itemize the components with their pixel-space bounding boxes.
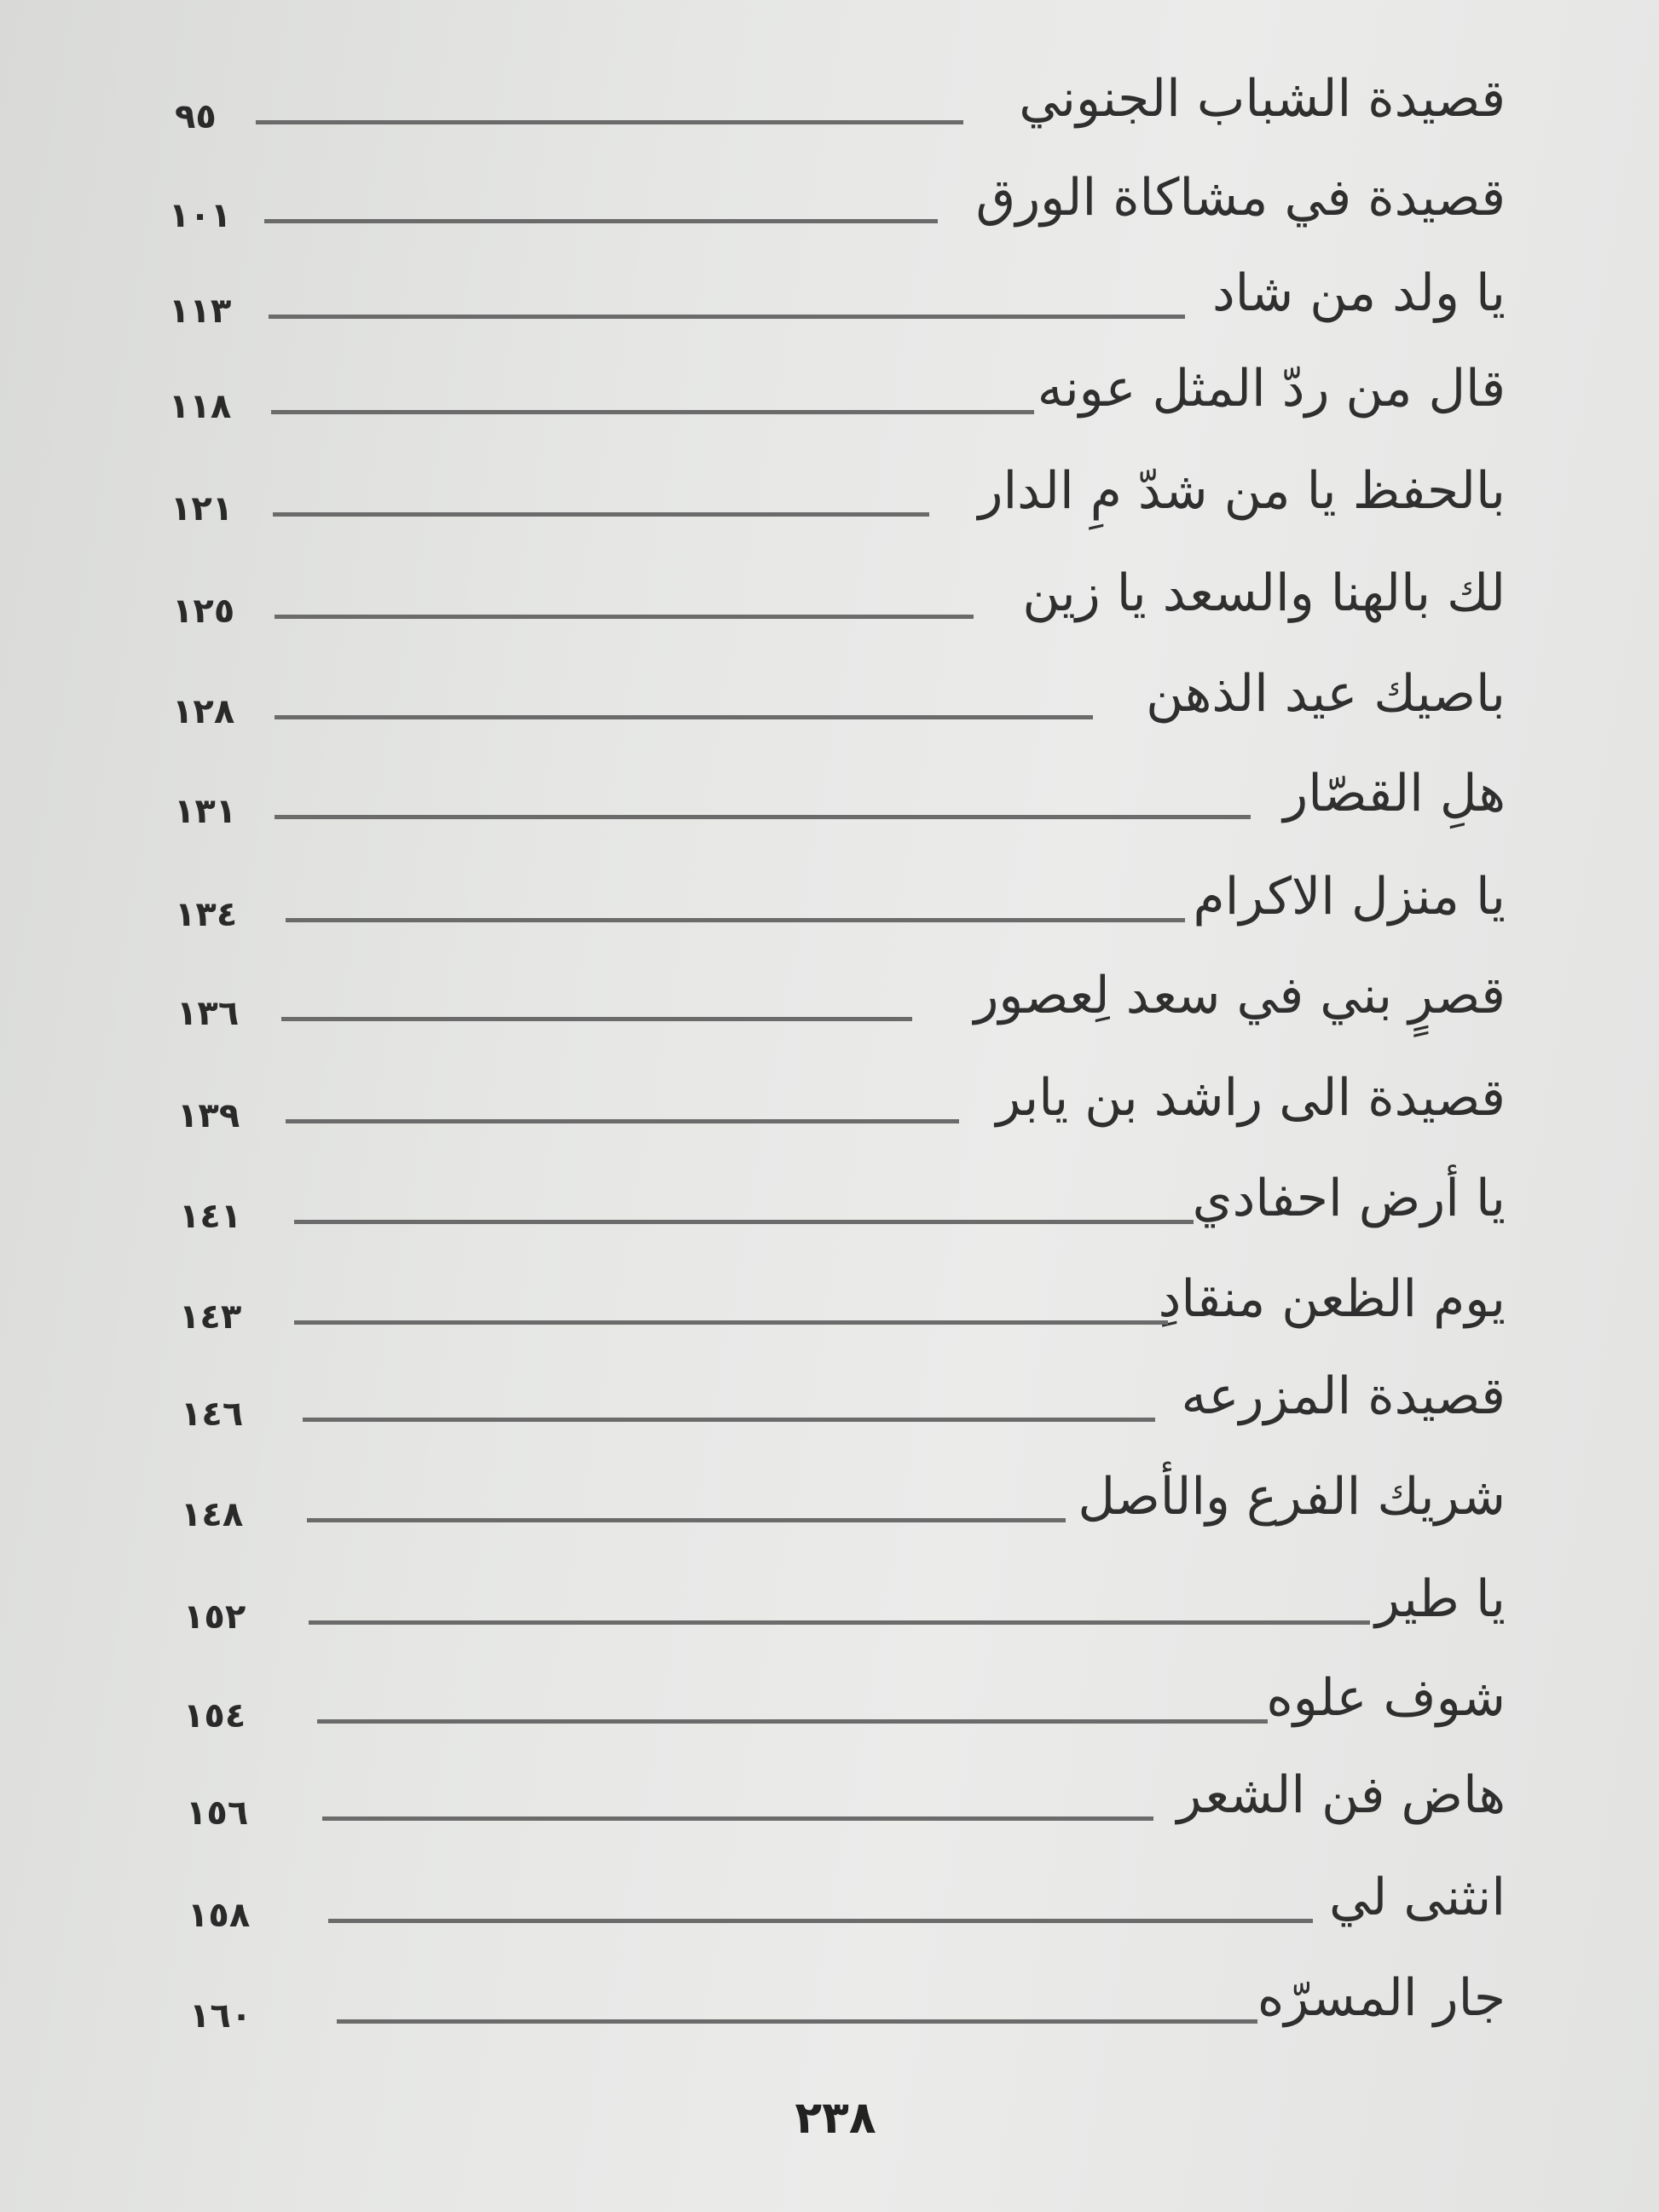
toc-leader-line (294, 1320, 1168, 1325)
toc-entry-title: يا أرض احفادي (1192, 1169, 1506, 1228)
toc-entry-page: ١٢٥ (172, 592, 235, 631)
toc-entry (0, 443, 1659, 537)
toc-entry-page: ١٢١ (171, 489, 234, 528)
toc-entry-title: قصيدة في مشاكاة الورق (975, 168, 1506, 228)
toc-leader-line (269, 315, 1185, 319)
toc-entry (0, 1747, 1659, 1841)
toc-entry (0, 150, 1659, 244)
toc-entry (0, 1151, 1659, 1245)
toc-entry-title: بالحفظ يا من شدّ مِ الدار (978, 461, 1506, 521)
toc-leader-line (307, 1518, 1066, 1522)
toc-entry-page: ١٥٨ (188, 1896, 251, 1935)
toc-entry-title: هلِ القصّار (1283, 764, 1506, 823)
toc-entry-page: ١٣٦ (176, 994, 240, 1033)
toc-leader-line (275, 615, 974, 619)
toc-entry-page: ١٥٢ (183, 1597, 246, 1637)
toc-entry-page: ١٥٤ (183, 1696, 246, 1736)
toc-entry-page: ١٣١ (174, 792, 237, 831)
toc-entry-page: ١٤١ (179, 1197, 242, 1236)
toc-leader-line (275, 715, 1093, 719)
toc-leader-line (294, 1220, 1194, 1224)
toc-entry (0, 646, 1659, 740)
toc-entry-page: ١٦٠ (189, 1996, 252, 2036)
toc-entry-page: ١٠١ (169, 196, 232, 235)
toc-entry (0, 245, 1659, 339)
toc-leader-line (256, 120, 963, 124)
toc-entry (0, 849, 1659, 943)
toc-leader-line (281, 1017, 912, 1021)
toc-entry-page: ١٣٩ (177, 1096, 240, 1135)
toc-entry (0, 1449, 1659, 1543)
toc-entry-title: انثنى لي (1329, 1868, 1506, 1927)
toc-entry-title: لك بالهنا والسعد يا زين (1022, 563, 1506, 623)
toc-entry (0, 1650, 1659, 1744)
toc-entry-title: يا ولد من شاد (1211, 263, 1506, 323)
toc-entry-title: يا طير (1374, 1569, 1506, 1629)
toc-entry-title: قصيدة الى راشد بن يابر (996, 1068, 1506, 1128)
toc-entry-title: قصيدة المزرعه (1181, 1366, 1506, 1426)
toc-entry-page: ١٤٨ (181, 1495, 244, 1534)
toc-leader-line (309, 1620, 1370, 1625)
toc-leader-line (273, 512, 929, 517)
toc-entry-page: ١١٨ (169, 387, 232, 426)
toc-leader-line (275, 815, 1251, 819)
toc-entry-title: باصيك عيد الذهن (1146, 664, 1506, 724)
toc-entry (0, 1349, 1659, 1442)
toc-entry-page: ١٣٤ (175, 895, 238, 934)
toc-entry-title: قصرٍ بني في سعد لِعصور (974, 966, 1506, 1025)
toc-entry-title: قصيدة الشباب الجنوني (1019, 69, 1506, 129)
toc-entry-title: شريك الفرع والأصل (1078, 1467, 1506, 1527)
toc-entry-title: هاض فن الشعر (1176, 1765, 1506, 1825)
toc-entry (0, 948, 1659, 1042)
toc-entry (0, 1050, 1659, 1144)
toc-entry (0, 746, 1659, 840)
toc-entry-page: ١٢٨ (172, 692, 235, 731)
toc-entry-page: ١٤٦ (181, 1395, 244, 1434)
toc-entry-title: يا منزل الاكرام (1193, 867, 1506, 927)
toc-leader-line (271, 410, 1034, 414)
toc-entry (0, 1251, 1659, 1345)
toc-entry (0, 546, 1659, 639)
toc-entry (0, 341, 1659, 435)
toc-leader-line (317, 1719, 1268, 1724)
toc-leader-line (303, 1418, 1155, 1422)
toc-entry (0, 1950, 1659, 2044)
toc-entry-page: ١١٣ (169, 292, 232, 331)
toc-entry-title: قال من ردّ المثل عونه (1037, 359, 1506, 419)
toc-leader-line (322, 1816, 1153, 1821)
toc-entry (0, 1551, 1659, 1645)
toc-leader-line (286, 1119, 959, 1123)
toc-leader-line (328, 1919, 1313, 1923)
footer-page-number: ٢٣٨ (795, 2093, 876, 2144)
toc-leader-line (286, 918, 1185, 922)
toc-entry-title: يوم الظعن منقادِ (1158, 1269, 1506, 1329)
toc-leader-line (264, 219, 938, 223)
toc-entry-title: شوف علوه (1266, 1668, 1506, 1728)
toc-entry (0, 51, 1659, 145)
toc-entry-page: ٩٥ (175, 97, 217, 136)
toc-entry-page: ١٥٦ (186, 1793, 249, 1833)
toc-entry-title: جار المسرّه (1257, 1968, 1506, 2028)
toc-leader-line (337, 2019, 1257, 2024)
toc-entry (0, 1850, 1659, 1943)
toc-entry-page: ١٤٣ (179, 1297, 242, 1337)
